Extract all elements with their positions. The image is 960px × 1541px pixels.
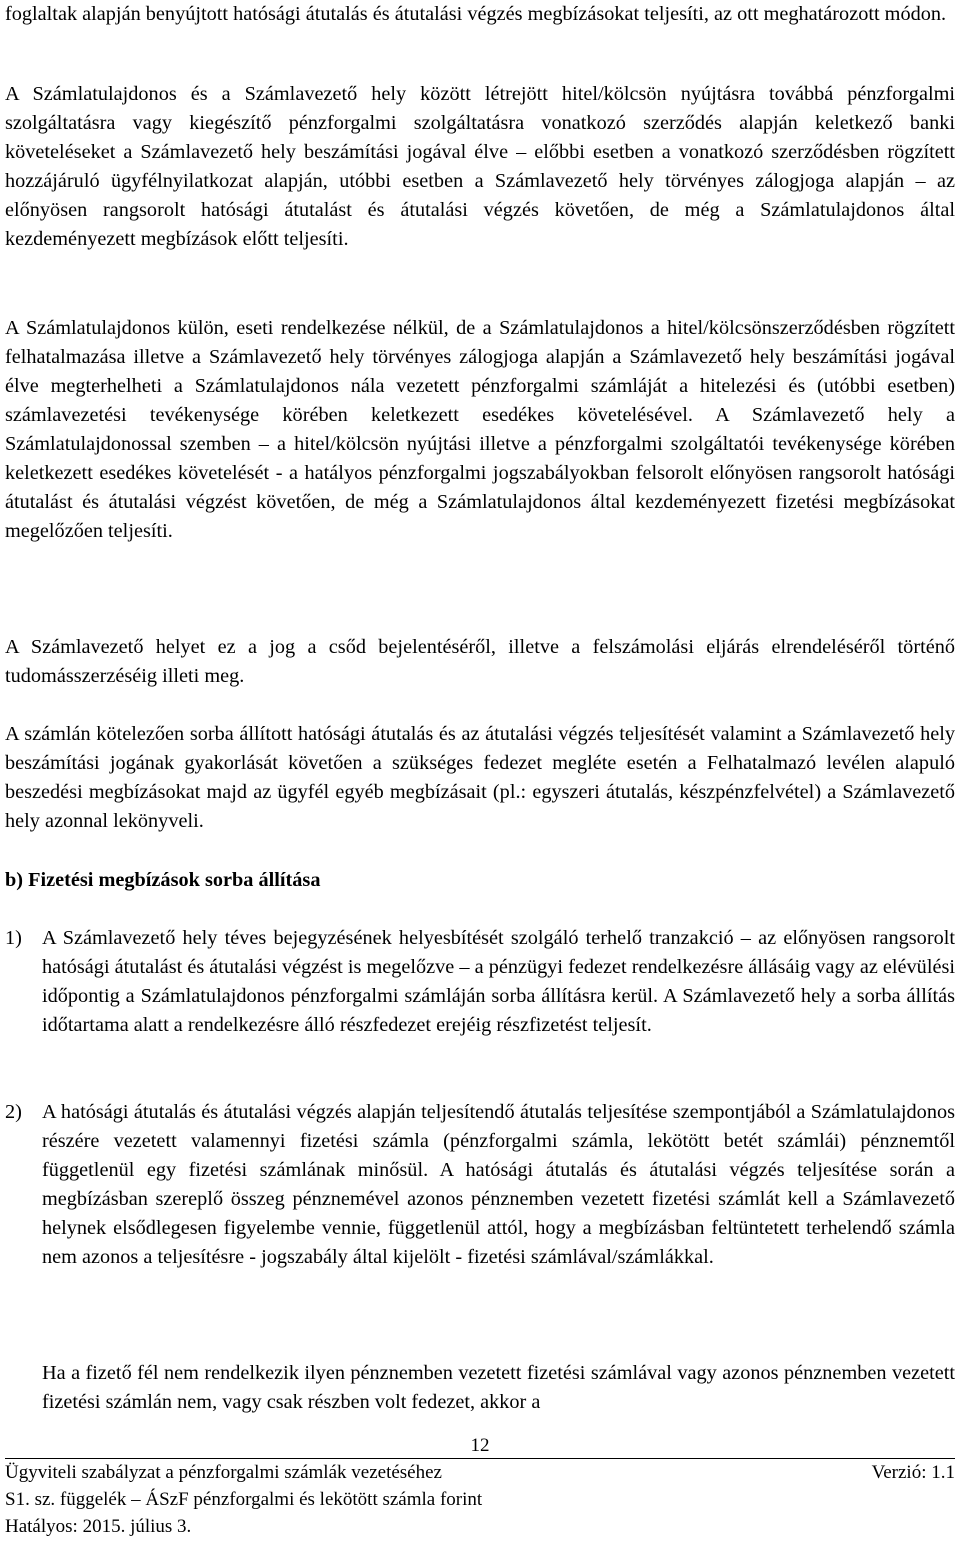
footer-row-1: [5, 1459, 955, 1486]
footer-annex: S1. sz. függelék – ÁSzF pénzforgalmi és lekötött számla forint: [5, 1489, 483, 1510]
footer-version: Verzió: 1.1: [871, 1462, 955, 1483]
paragraph-set-off-authorization: A Számlatulajdonos külön, eseti rendelkezése nélkül, de a Számlatulajdonos a hitel/kölcsönszerződésben rögzített felhatalmazása illetve a Számlavezető hely törvényes zálogjoga alapján a Számlavezető hely beszámítási jogával élve megterhelheti a Számlatulajdonos nála vezetett pénzforgalmi számláját a hitelezési és (utóbbi esetben) számlavezetési tevékenysége körében keletkezett esedékes követelésével. A Számlavezető hely a Számlatulajdonossal szemben – a hitel/kölcsön nyújtási illetve a pénzforgalmi szolgáltatói tevékenysége körében keletkezett esedékes követelését - a hatályos pénzforgalmi jogszabályokban felsorolt előnyösen rangsorolt hatósági átutalást és átutalási végzést követően, de még a Számlatulajdonos által kezdeményezett fizetési megbízásokat megelőzően teljesíti.: [5, 317, 955, 542]
footer-document-title: Ügyviteli szabályzat a pénzforgalmi számlák vezetéséhez: [5, 1462, 442, 1483]
paragraph-continuation: foglaltak alapján benyújtott hatósági átutalás és átutalási végzés megbízásokat teljesíti, az ott meghatározott módon.: [5, 3, 947, 25]
list-item-1-text: A Számlavezető hely téves bejegyzésének helyesbítését szolgáló terhelő tranzakció – az előnyösen rangsorolt hatósági átutalást és átutalási végzést is megelőzve – a pénzügyi fedezet rendelkezésre állásáig vagy az elévülési időpontig a Számlatulajdonos pénzforgalmi számláján sorba állításra kerül. A Számlavezető hely a sorba állítás időtartama alatt a rendelkezésre álló részfedezet erejéig részfizetést teljesít.: [42, 927, 955, 1036]
footer-row-2: [5, 1486, 955, 1513]
footer-effective-date: Hatályos: 2015. július 3.: [5, 1516, 192, 1537]
list-number-2: 2): [5, 1101, 22, 1123]
section-heading: b) Fizetési megbízások sorba állítása: [5, 869, 321, 891]
list-item-2-continuation: Ha a fizető fél nem rendelkezik ilyen pénznemben vezetett fizetési számlával vagy azonos pénznemben vezetett fizetési számlán nem, vagy csak részben volt fedezet, akkor a: [42, 1362, 955, 1413]
paragraph-bankruptcy-right: A Számlavezető helyet ez a jog a csőd bejelentéséről, illetve a felszámolási eljárás elrendeléséről történő tudomásszerzéséig illeti meg.: [5, 636, 955, 687]
page-number: 12: [470, 1435, 490, 1456]
footer-row-3: [5, 1513, 955, 1540]
list-item-2-text: A hatósági átutalás és átutalási végzés alapján teljesítendő átutalás teljesítése szempontjából a Számlatulajdonos részére vezetett valamennyi fizetési számla (pénzforgalmi számla, lekötött betét számlái) pénznemtől függetlenül egy fizetési számlának minősül. A hatósági átutalás és átutalási végzés teljesítése során a megbízásban szereplő összeg pénznemével azonos pénznemben vezetett fizetési számlát kell a Számlavezető helynek elsődlegesen figyelembe vennie, függetlenül attól, hogy a megbízásban feltüntetett terhelendő számla nem azonos a teljesítésre - jogszabály által kijelölt - fizetési számlával/számlákkal.: [42, 1101, 955, 1268]
list-number-1: 1): [5, 927, 22, 949]
page-footer: [5, 1458, 955, 1540]
paragraph-booking-order: A számlán kötelezően sorba állított hatósági átutalás és az átutalási végzés teljesítését valamint a Számlavezető hely beszámítási jogának gyakorlását követően a szükséges fedezet megléte esetén a Felhatalmazó levélen alapuló beszedési megbízásokat majd az ügyfél egyéb megbízásait (pl.: egyszeri átutalás, készpénzfelvétel) a Számlavezető hely azonnal lekönyveli.: [5, 723, 955, 832]
paragraph-bank-claims: A Számlatulajdonos és a Számlavezető hely között létrejött hitel/kölcsön nyújtásra továbbá pénzforgalmi szolgáltatásra vagy kiegészítő pénzforgalmi szolgáltatásra vonatkozó szerződés alapján keletkező banki követeléseket a Számlavezető hely beszámítási jogával élve – előbbi esetben a vonatkozó szerződésben rögzített hozzájáruló ügyfélnyilatkozat alapján, utóbbi esetben a Számlavezető hely törvényes zálogjoga alapján – az előnyösen rangsorolt hatósági átutalást és átutalási végzés követően, de még a Számlatulajdonos által kezdeményezett megbízások előtt teljesíti.: [5, 83, 955, 250]
